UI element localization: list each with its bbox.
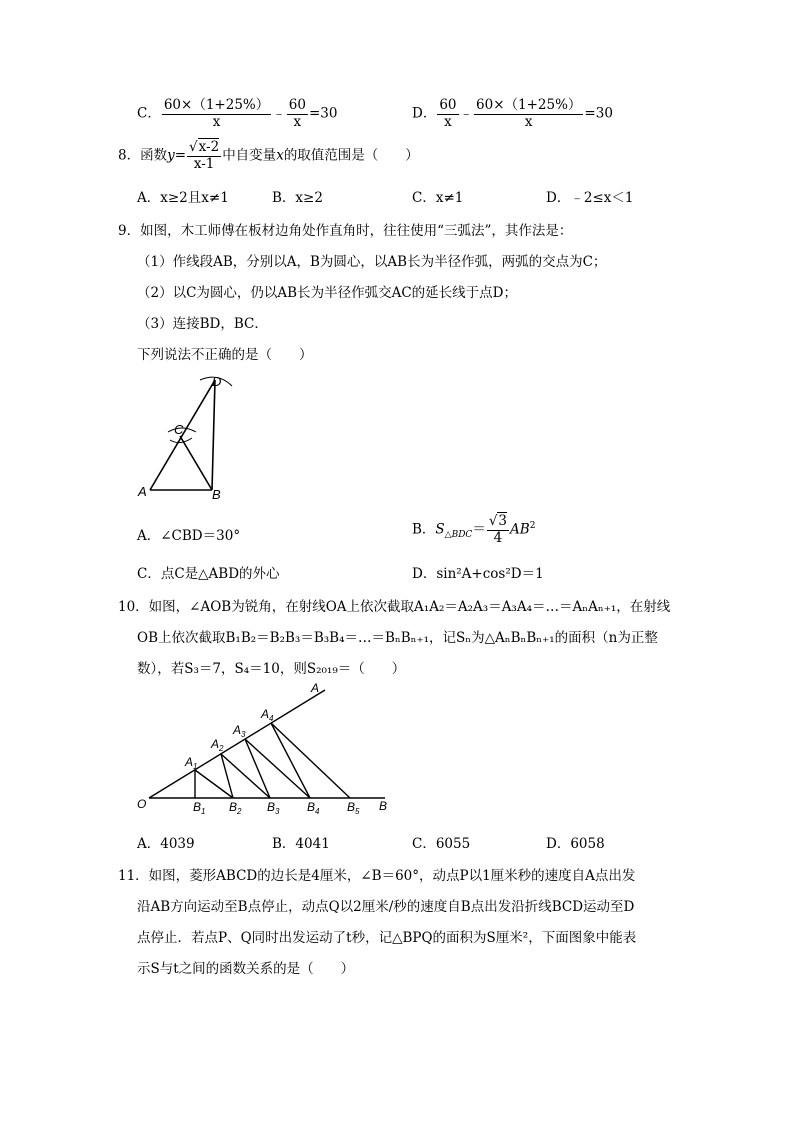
segment-a2b2 (221, 754, 233, 798)
q11-line-1: 11．如图，菱形ABCD的边长是4厘米，∠B＝60°，动点P以1厘米秒的速度自A点出发 (118, 868, 636, 884)
q11-line-2: 沿AB方向运动至B点停止，动点Q以2厘米/秒的速度自B点出发沿折线BCD运动至D (137, 899, 635, 915)
q10-line-2: OB上依次截取B₁B₂＝B₂B₃＝B₃B₄＝…＝BₙBₙ₊₁，记Sₙ为△AₙBₙBₙ₊₁的面积（n为正整 (137, 630, 658, 646)
label-a: A (138, 484, 147, 499)
label-a2: $A_2$ (211, 737, 224, 753)
q9-step-3: （3）连接BD，BC． (137, 316, 268, 332)
label-a4: $A_4$ (261, 707, 274, 723)
label-b1: $B_1$ (193, 800, 206, 816)
segment-a4b4 (271, 723, 310, 798)
label-b: B (212, 487, 221, 502)
segment-bd (212, 380, 215, 490)
q10-line-1: 10．如图，∠AOB为锐角，在射线OA上依次截取A₁A₂＝A₂A₃＝A₃A₄＝…＝AₙAₙ₊₁，在射线 (118, 599, 671, 615)
q9-option-c[interactable]: C．点C是△ABD的外心 (137, 566, 280, 582)
q10-option-d[interactable]: D．6058 (546, 836, 605, 852)
q9-b-fraction: $\frac{√3}{4}$ (488, 513, 508, 546)
q7-d-frac2: $\frac{60\times(1+25\%)}{x}$ (476, 97, 582, 130)
q9-figure (130, 368, 250, 504)
q9-option-d[interactable]: D．sin²A+cos²D＝1 (412, 566, 544, 582)
q7-c-frac1: $\frac{60\times(1+25\%)}{x}$ (163, 97, 270, 130)
q10-option-c[interactable]: C．6055 (412, 836, 471, 852)
q11-line-3: 点停止．若点P、Q同时出发运动了t秒，记△BPQ的面积为S厘米²，下面图象中能表 (137, 930, 637, 946)
q9-option-a[interactable]: A．∠CBD＝30° (137, 528, 241, 544)
segment-a3b3 (245, 739, 270, 798)
label-a1: $A_1$ (185, 755, 198, 771)
q11-line-4: 示S与t之间的函数关系的是（ ） (137, 961, 355, 977)
label-a: A (311, 681, 320, 695)
q9-stem: 9．如图，木工师傅在板材边角处作直角时，往往使用“三弧法”，其作法是： (118, 223, 573, 239)
label-b2: $B_2$ (229, 800, 242, 816)
q8-option-d[interactable]: D．﹣2≤x＜1 (546, 190, 634, 206)
q8-stem: 8．函数y= $\frac{√x-2}{x-1}$ 中自变量x的取值范围是（ ） (118, 139, 419, 172)
q7-d-frac1: $\frac{60}{x}$ (439, 97, 457, 130)
q10-figure (125, 680, 405, 820)
label-c: C (174, 422, 184, 437)
q10-option-b[interactable]: B．4041 (272, 836, 330, 852)
q9-question: 下列说法不正确的是（ ） (137, 347, 313, 363)
segment-a4b5 (271, 723, 350, 798)
segment-a3b4 (245, 739, 310, 798)
label-b3: $B_3$ (267, 800, 280, 816)
segment-bc (180, 436, 212, 490)
q9-option-b[interactable]: B．$S_{\triangle BDC}=$ $\frac{√3}{4}$ $AB^2$ (412, 513, 536, 546)
q8-option-b[interactable]: B．x≥2 (272, 190, 323, 206)
label-o: O (137, 797, 147, 811)
q7-option-d[interactable]: D． $\frac{60}{x}$ ﹣ $\frac{60\times(1+25\%)}{x}$ =30 (412, 97, 613, 130)
q8-option-c[interactable]: C．x≠1 (412, 190, 464, 206)
q10-line-3: 数），若S₃＝7，S₄＝10，则S₂₀₁₉＝（ ） (137, 661, 406, 677)
q10-option-a[interactable]: A．4039 (137, 836, 195, 852)
label-a3: $A_3$ (233, 723, 246, 739)
label-b: B (379, 799, 388, 813)
ray-oa (149, 690, 325, 798)
label-b5: $B_5$ (347, 800, 360, 816)
q7-c-frac2: $\frac{60}{x}$ (288, 97, 306, 130)
q7-option-c[interactable]: C． $\frac{60\times(1+25\%)}{x}$ ﹣ $\frac{60}{x}$ =30 (137, 97, 338, 130)
q8-option-a[interactable]: A．x≥2且x≠1 (137, 190, 229, 206)
q8-fraction: $\frac{√x-2}{x-1}$ (189, 139, 220, 172)
label-b4: $B_4$ (307, 800, 320, 816)
segment-a1b2 (195, 770, 233, 798)
segment-a2b3 (221, 754, 270, 798)
label-d: D (212, 374, 222, 389)
q9-step-2: （2）以C为圆心，仍以AB长为半径作弧交AC的延长线于点D； (137, 285, 517, 301)
q9-step-1: （1）作线段AB，分别以A，B为圆心，以AB长为半径作弧，两弧的交点为C； (137, 254, 607, 270)
